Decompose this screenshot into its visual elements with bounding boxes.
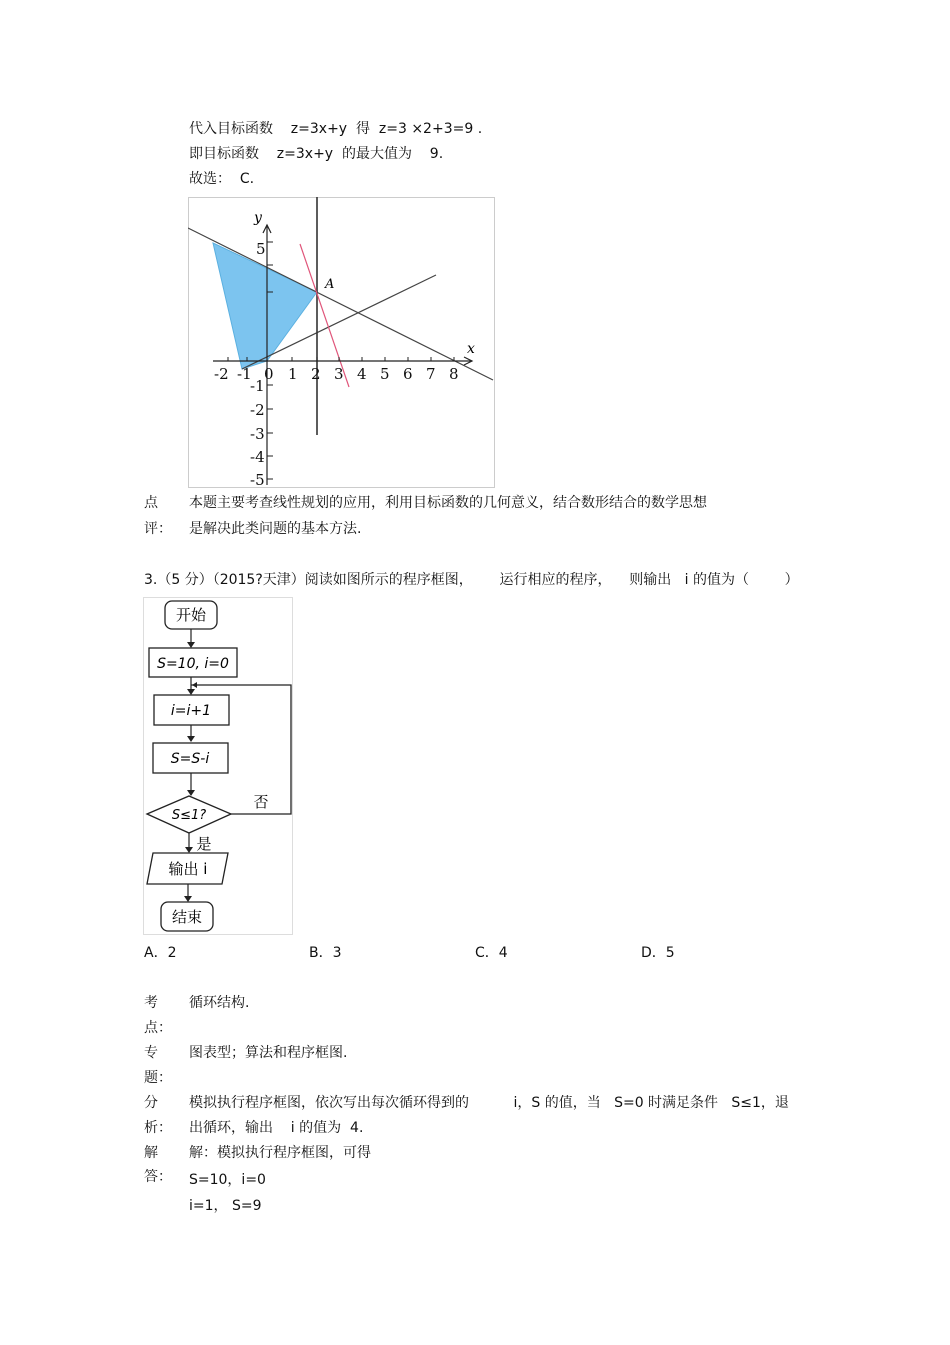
x-tick-label: 6 [403, 365, 413, 383]
y-tick-label: -1 [250, 377, 265, 395]
jieda-label-2: 答： [144, 1169, 172, 1185]
zhuanti-label-2: 题： [144, 1070, 172, 1086]
y-tick-label: -2 [250, 401, 265, 419]
graph-svg [188, 197, 495, 488]
x-tick-label: 4 [357, 365, 367, 383]
fenxi-line-2: 出循环，输出 i 的值为 4. [189, 1120, 364, 1136]
point-a-label: A [325, 277, 335, 292]
comment-line-2: 是解决此类问题的基本方法. [189, 521, 362, 537]
output-text: 输出 i [168, 860, 208, 878]
x-tick-label: -1 [237, 365, 252, 383]
jieda-line-2: S=10，i=0 [189, 1172, 266, 1188]
question-3: 3.（5 分）（2015?天津）阅读如图所示的程序框图， 运行相应的程序， 则输出 i 的值为（ ） [144, 572, 799, 588]
jieda-line-3: i=1， S=9 [189, 1198, 262, 1214]
y-tick-label: -5 [250, 471, 265, 488]
comment-label-2: 评： [144, 521, 172, 537]
fenxi-label-1: 分 [144, 1095, 158, 1111]
y-tick-label: 5 [256, 240, 266, 258]
solution-line-1: 代入目标函数 z=3x+y 得 z=3 ×2+3=9 . [189, 121, 483, 137]
fenxi-label-2: 析： [144, 1120, 172, 1136]
comment-line-1: 本题主要考查线性规划的应用，利用目标函数的几何意义，结合数形结合的数学思想 [189, 495, 707, 511]
x-tick-label: 0 [264, 365, 274, 383]
x-axis-label: x [467, 341, 475, 357]
program-flowchart [143, 597, 293, 935]
x-tick-label: 8 [449, 365, 459, 383]
option-c[interactable]: C．4 [475, 945, 508, 961]
option-a[interactable]: A．2 [144, 945, 177, 961]
solution-line-3: 故选： C. [189, 171, 255, 187]
x-tick-label: 7 [426, 365, 436, 383]
option-d[interactable]: D．5 [641, 945, 675, 961]
update-s-text: S=S-i [170, 751, 210, 767]
kaodian-text: 循环结构. [189, 995, 250, 1011]
y-tick-label: -3 [250, 425, 265, 443]
fenxi-line-1: 模拟执行程序框图，依次写出每次循环得到的 i，S 的值，当 S=0 时满足条件 S≤1，退 [189, 1095, 789, 1111]
init-text: S=10, i=0 [157, 656, 229, 672]
kaodian-label-2: 点： [144, 1020, 172, 1036]
kaodian-label-1: 考 [144, 995, 158, 1011]
comment-label-1: 点 [144, 495, 158, 511]
zhuanti-text: 图表型；算法和程序框图. [189, 1045, 348, 1061]
feasible-region [213, 243, 317, 369]
x-tick-label: 2 [311, 365, 321, 383]
x-tick-label: 1 [288, 365, 298, 383]
linear-programming-graph [188, 197, 495, 488]
x-tick-label: 3 [334, 365, 344, 383]
start-text: 开始 [175, 606, 207, 624]
increment-i-text: i=i+1 [170, 703, 212, 719]
condition-text: S≤1? [171, 808, 207, 823]
y-axis-label: y [254, 210, 262, 226]
zhuanti-label-1: 专 [144, 1045, 158, 1061]
x-tick-label: -2 [214, 365, 229, 383]
y-tick-label: -4 [250, 448, 265, 466]
end-text: 结束 [171, 908, 203, 926]
no-label: 否 [253, 793, 269, 811]
solution-line-2: 即目标函数 z=3x+y 的最大值为 9. [189, 146, 444, 162]
jieda-line-1: 解：模拟执行程序框图，可得 [189, 1145, 371, 1161]
jieda-label-1: 解 [144, 1145, 158, 1161]
flowchart-svg [143, 597, 293, 935]
x-tick-label: 5 [380, 365, 390, 383]
option-b[interactable]: B．3 [309, 945, 342, 961]
yes-label: 是 [196, 835, 212, 853]
